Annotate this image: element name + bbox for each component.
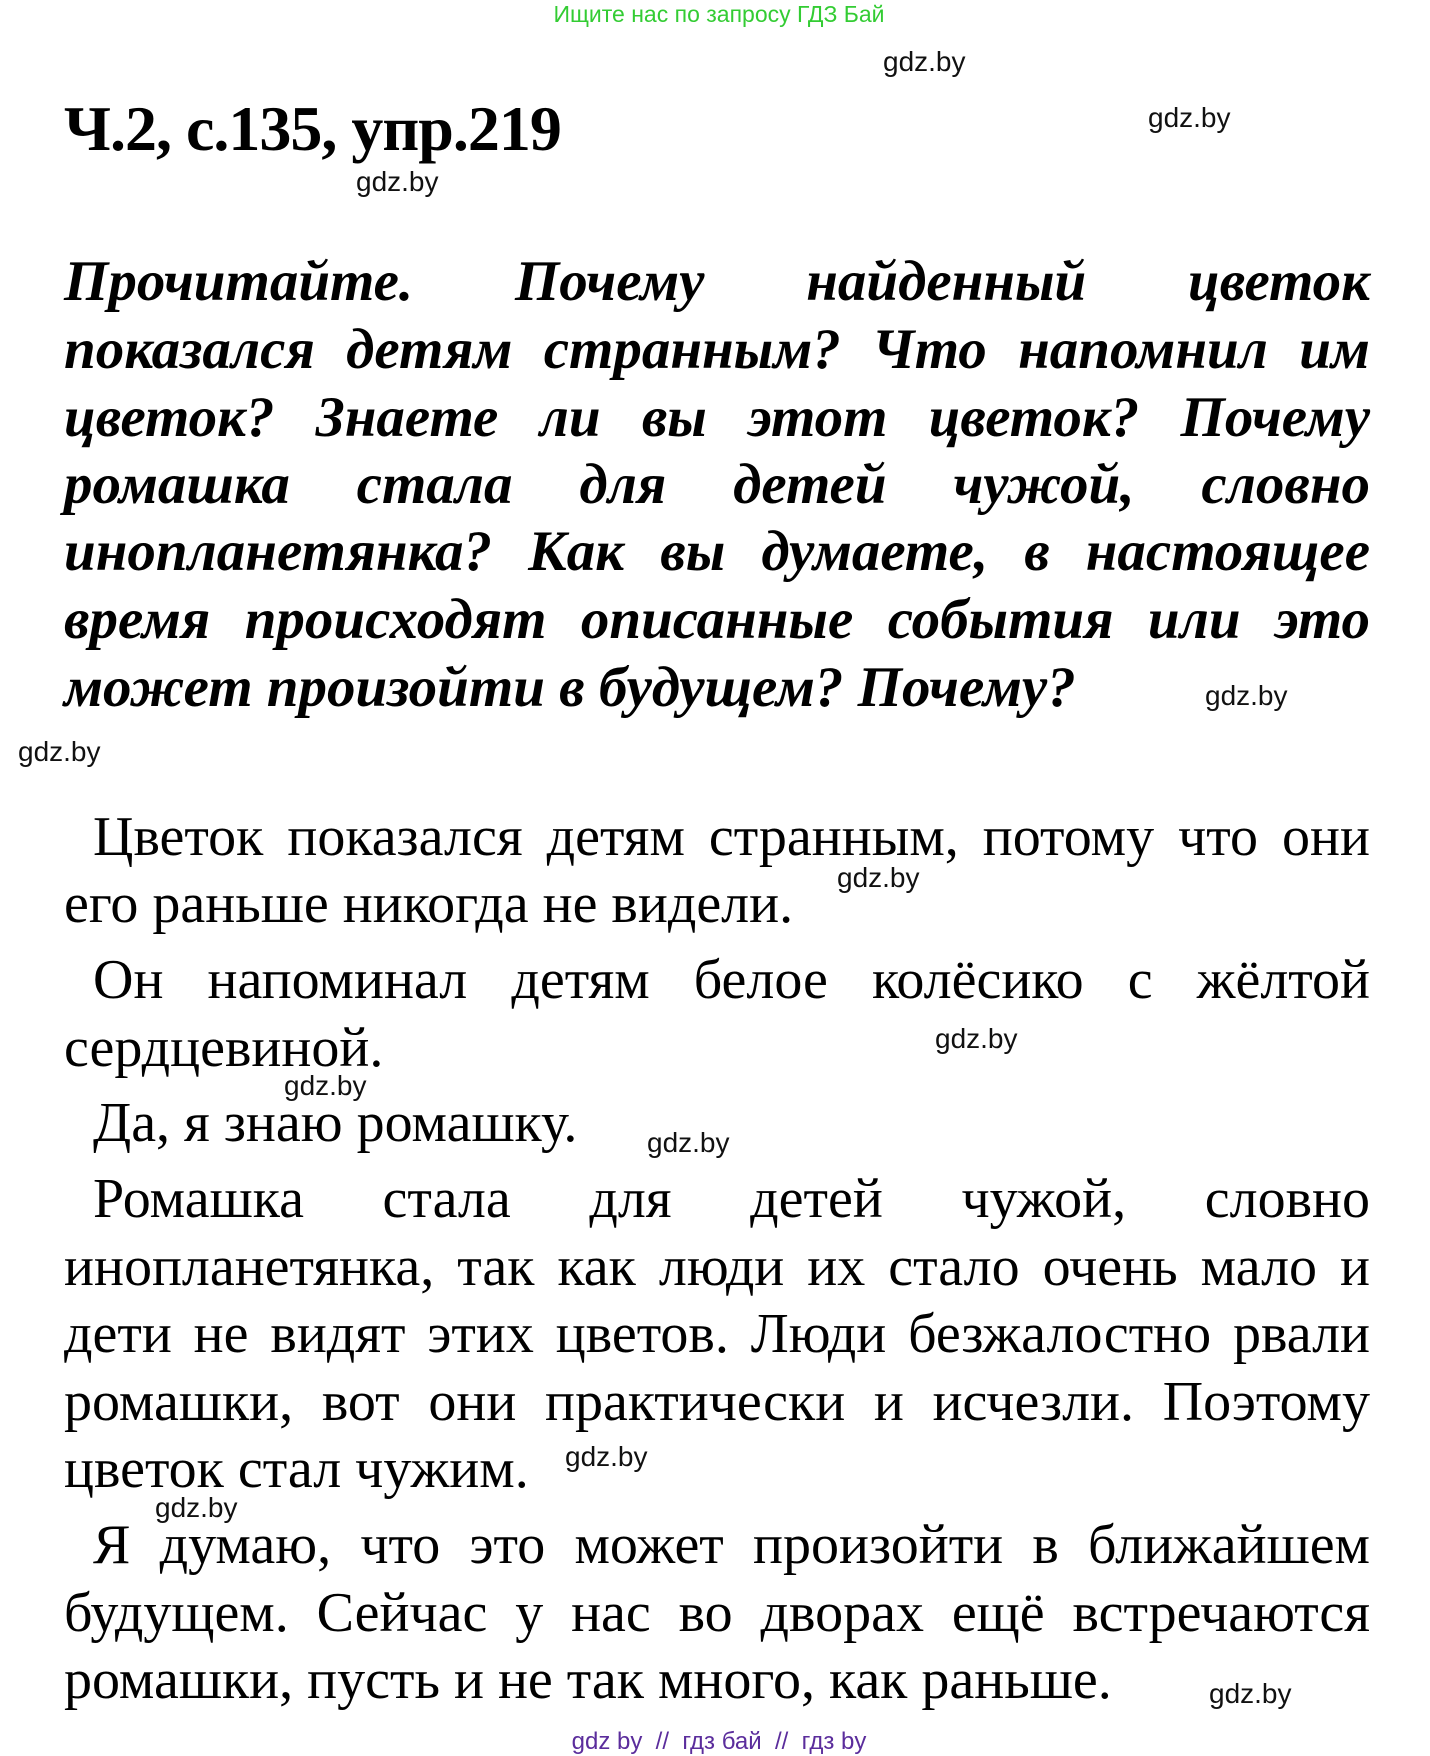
question-line: инопланетянка? Как вы думаете, в настоящее [64, 520, 1370, 583]
answer-line: будущем. Сейчас у нас во дворах ещё встречаются [64, 1582, 1370, 1644]
watermark: gdz.by [356, 166, 439, 197]
answer-line: ромашки, пусть и не так много, как раньше. [64, 1649, 1112, 1711]
answer-line: Да, я знаю ромашку. [93, 1092, 578, 1154]
question-line: может произойти в будущем? Почему? [64, 656, 1076, 719]
watermark: gdz.by [284, 1070, 367, 1101]
answer-line: Он напоминал детям белое колёсико с жёлтой [93, 949, 1370, 1011]
watermark: gdz.by [935, 1023, 1018, 1054]
question-line: ромашка стала для детей чужой, словно [64, 453, 1370, 516]
watermark: gdz.by [1205, 680, 1288, 711]
answer-line: дети не видят этих цветов. Люди безжалостно рвали [64, 1303, 1370, 1365]
watermark: gdz.by [565, 1441, 648, 1472]
watermark: gdz.by [883, 46, 966, 77]
answer-line: сердцевиной. [64, 1017, 384, 1079]
watermark: gdz.by [1148, 102, 1231, 133]
watermark: gdz.by [155, 1492, 238, 1523]
answer-line: Ромашка стала для детей чужой, словно [93, 1168, 1370, 1230]
watermark: gdz.by [837, 862, 920, 893]
answer-line: Цветок показался детям странным, потому что они [93, 806, 1370, 868]
answer-line: цветок стал чужим. [64, 1438, 529, 1500]
page-title: Ч.2, с.135, упр.219 [64, 93, 561, 164]
watermark: gdz.by [18, 736, 101, 767]
question-line: цветок? Знаете ли вы этот цветок? Почему [64, 386, 1370, 449]
question-line: показался детям странным? Что напомнил им [64, 318, 1370, 381]
watermark: gdz.by [1209, 1678, 1292, 1709]
question-line: Прочитайте. Почему найденный цветок [64, 250, 1370, 313]
question-line: время происходят описанные события или это [64, 588, 1370, 651]
answer-line: Я думаю, что это может произойти в ближайшем [93, 1514, 1370, 1576]
answer-line: инопланетянка, так как люди их стало очень мало и [64, 1236, 1370, 1298]
answer-line: его раньше никогда не видели. [64, 873, 794, 935]
answer-line: ромашки, вот они практически и исчезли. Поэтому [64, 1371, 1370, 1433]
footer-links: gdz by // гдз бай // гдз by [571, 1728, 867, 1755]
search-banner: Ищите нас по запросу ГДЗ Бай [553, 1, 885, 27]
watermark: gdz.by [647, 1127, 730, 1158]
